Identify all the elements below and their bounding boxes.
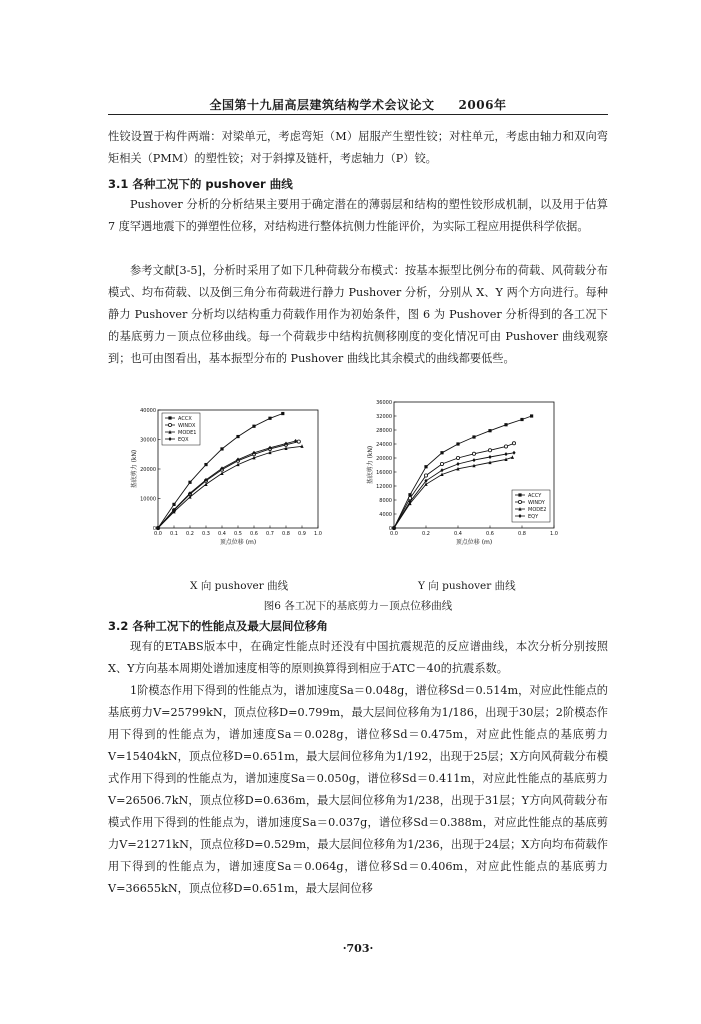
legend-entry-eqy: EQY: [528, 513, 539, 520]
paragraph-pushover-purpose: Pushover 分析的分析结果主要用于确定潜在的薄弱层和结构的塑性铰形成机制，以及用于估算 7 度罕遇地震下的弹塑性位移，对结构进行整体抗侧力性能评价，为实际工程应用提供科学依据。: [108, 198, 608, 233]
data-point-accy: [456, 442, 459, 445]
x-tick-label: 0.0: [154, 531, 162, 537]
data-point-windy: [512, 442, 515, 445]
x-tick-label: 1.0: [550, 531, 558, 537]
y-tick-label: 20000: [140, 466, 156, 473]
figure-caption: 图6 各工况下的基底剪力－顶点位移曲线: [263, 600, 453, 612]
data-point-eqy: [488, 455, 491, 459]
x-tick-label: 0.6: [486, 531, 494, 537]
data-point-mode2: [511, 455, 514, 459]
series-line-eqx: [158, 441, 296, 528]
x-tick-label: 0.0: [390, 531, 398, 537]
data-point-windy: [424, 474, 427, 477]
x-tick-label: 0.2: [422, 531, 430, 537]
y-tick-label: 40000: [140, 407, 156, 414]
data-point-accy: [408, 493, 411, 496]
data-point-accx: [204, 463, 207, 466]
data-point-accx: [236, 435, 239, 438]
data-point-accx: [188, 481, 191, 484]
data-point-accx: [220, 447, 223, 450]
x-tick-label: 0.1: [170, 531, 178, 537]
y-tick-label: 4000: [379, 511, 392, 518]
data-point-windx: [297, 440, 300, 443]
data-point-windy: [472, 452, 475, 455]
legend-marker: [168, 416, 171, 419]
y-tick-label: 0: [388, 525, 392, 532]
legend-entry-windy: WINDY: [528, 499, 545, 506]
legend-marker: [518, 493, 521, 496]
running-header: [108, 96, 608, 113]
y-axis-label: 基底剪力 (kN): [367, 445, 374, 485]
paragraph-performance-points: 1阶模态作用下得到的性能点为，谱加速度Sa＝0.048g，谱位移Sd＝0.514m，对应此性能点的基底剪力V=25799kN，顶点位移D=0.799m，最大层间位移角为1/186，出现于30层；2阶模态作用下得到的性能点为，谱加速度Sa＝0.028g，谱位移Sd＝0.475m，对应此性能点的基底剪力V=15404kN，顶点位移D=0.651m，最大层间位移角为1/192，出现于25层；X方向风荷载分布模式作用下得到的性能点为，谱加速度Sa＝0.050g，谱位移Sd＝0.411m，对应此性能点的基底剪力V=26506.7kN，顶点位移D=0.636m，最大层间位移角为1/238，出现于31层；Y方向风荷载分布模式作用下得到的性能点为，谱加速度Sa＝0.037g，谱位移Sd＝0.388m，对应此性能点的基底剪力V=21271kN，顶点位移D=0.529m，最大层间位移角为1/236，出现于24层；X方向均布荷载作用下得到的性能点为，谱加速度Sa＝0.064g，谱位移Sd＝0.406m，对应此性能点的基底剪力V=36655kN，顶点位移D=0.651m，最大层间位移: [108, 684, 608, 895]
data-point-accy: [424, 465, 427, 468]
legend-entry-windx: WINDX: [178, 422, 196, 429]
subcaption-x: X 向 pushover 曲线: [190, 580, 289, 592]
x-tick-label: 0.8: [518, 531, 526, 537]
x-tick-label: 0.9: [298, 531, 306, 537]
x-tick-label: 0.6: [250, 531, 258, 537]
data-point-mode1: [204, 482, 207, 486]
paragraph-etabs-note: 现有的ETABS版本中，在确定性能点时还没有中国抗震规范的反应谱曲线，本次分析分别按照X、Y方向基本周期处谱加速度相等的原则换算得到相应于ATC－40的抗震系数。: [108, 640, 608, 675]
figure-6: [120, 398, 590, 548]
data-point-eqy: [472, 458, 475, 462]
legend-marker: [518, 500, 521, 503]
data-point-windy: [440, 462, 443, 465]
y-tick-label: 36000: [376, 399, 392, 406]
header-rule: [108, 114, 608, 115]
x-tick-label: 0.4: [218, 531, 226, 537]
legend-entry-mode2: MODE2: [528, 506, 547, 513]
series-line-accy: [394, 416, 532, 528]
chart-y-pushover: [360, 398, 560, 548]
y-tick-label: 24000: [376, 441, 392, 448]
x-tick-label: 0.7: [266, 531, 274, 537]
y-tick-label: 10000: [140, 496, 156, 503]
data-point-accx: [268, 417, 271, 420]
data-point-accy: [520, 418, 523, 421]
data-point-windy: [408, 497, 411, 500]
data-point-accx: [172, 503, 175, 506]
x-tick-label: 0.3: [202, 531, 210, 537]
y-axis-label: 基底剪力 (kN): [131, 449, 138, 489]
x-tick-label: 0.4: [454, 531, 462, 537]
series-line-mode2: [394, 457, 512, 528]
header-year: 2006年: [458, 98, 507, 112]
y-tick-label: 8000: [379, 497, 392, 504]
x-axis-label: 顶点位移 (m): [219, 539, 257, 546]
data-point-accx: [281, 412, 284, 415]
y-tick-label: 32000: [376, 413, 392, 420]
data-point-eqy: [440, 468, 443, 472]
data-point-windy: [456, 456, 459, 459]
y-tick-label: 16000: [376, 469, 392, 476]
legend-entry-accx: ACCX: [178, 415, 192, 422]
y-tick-label: 20000: [376, 455, 392, 462]
data-point-accy: [530, 414, 533, 417]
y-tick-label: 30000: [140, 437, 156, 444]
x-tick-label: 1.0: [314, 531, 322, 537]
series-line-windx: [158, 442, 299, 528]
y-tick-label: 0: [152, 525, 156, 532]
legend-entry-mode1: MODE1: [178, 429, 197, 436]
y-tick-label: 12000: [376, 483, 392, 490]
data-point-accy: [504, 423, 507, 426]
data-point-windy: [488, 449, 491, 452]
y-tick-label: 28000: [376, 427, 392, 434]
data-point-eqy: [504, 452, 507, 456]
legend-entry-accy: ACCY: [528, 492, 542, 499]
data-point-accy: [488, 429, 491, 432]
x-tick-label: 0.2: [186, 531, 194, 537]
x-tick-label: 0.5: [234, 531, 242, 537]
data-point-accy: [472, 435, 475, 438]
section-heading-3-1: 3.1 各种工况下的 pushover 曲线: [108, 177, 293, 191]
data-point-windy: [504, 445, 507, 448]
subcaption-y: Y 向 pushover 曲线: [418, 580, 516, 592]
section-heading-3-2: 3.2 各种工况下的性能点及最大层间位移角: [108, 619, 328, 633]
page-number: ·703·: [342, 942, 374, 955]
data-point-eqy: [512, 451, 515, 455]
x-tick-label: 0.8: [282, 531, 290, 537]
paragraph-hinge-settings: 性铰设置于构件两端：对梁单元，考虑弯矩（M）屈服产生塑性铰；对柱单元，考虑由轴力和双向弯矩相关（PMM）的塑性铰；对于斜撑及链杆，考虑轴力（P）铰。: [108, 130, 608, 165]
header-title: 全国第十九届高层建筑结构学术会议论文: [209, 98, 435, 112]
x-axis-label: 顶点位移 (m): [455, 539, 493, 546]
data-point-accy: [440, 451, 443, 454]
legend-entry-eqx: EQX: [178, 436, 189, 443]
data-point-eqy: [456, 462, 459, 466]
chart-x-pushover: [120, 398, 320, 548]
legend-marker: [168, 423, 171, 426]
data-point-accx: [252, 425, 255, 428]
paragraph-load-patterns: 参考文献[3-5]，分析时采用了如下几种荷载分布模式：按基本振型比例分布的荷载、风荷载分布模式、均布荷载、以及倒三角分布荷载进行静力 Pushover 分析，分别从 X、Y 两个方向进行。每种静力 Pushover 分析均以结构重力荷载作用作为初始条件，图 6 为 Pushover 分析得到的各工况下的基底剪力－顶点位移曲线。每一个荷载步中结构抗侧移刚度的变化情况可由 Pushover 曲线观察到；也可由图看出，基本振型分布的 Pushover 曲线比其余模式的曲线都要低些。: [108, 264, 608, 365]
series-line-mode1: [158, 446, 302, 528]
